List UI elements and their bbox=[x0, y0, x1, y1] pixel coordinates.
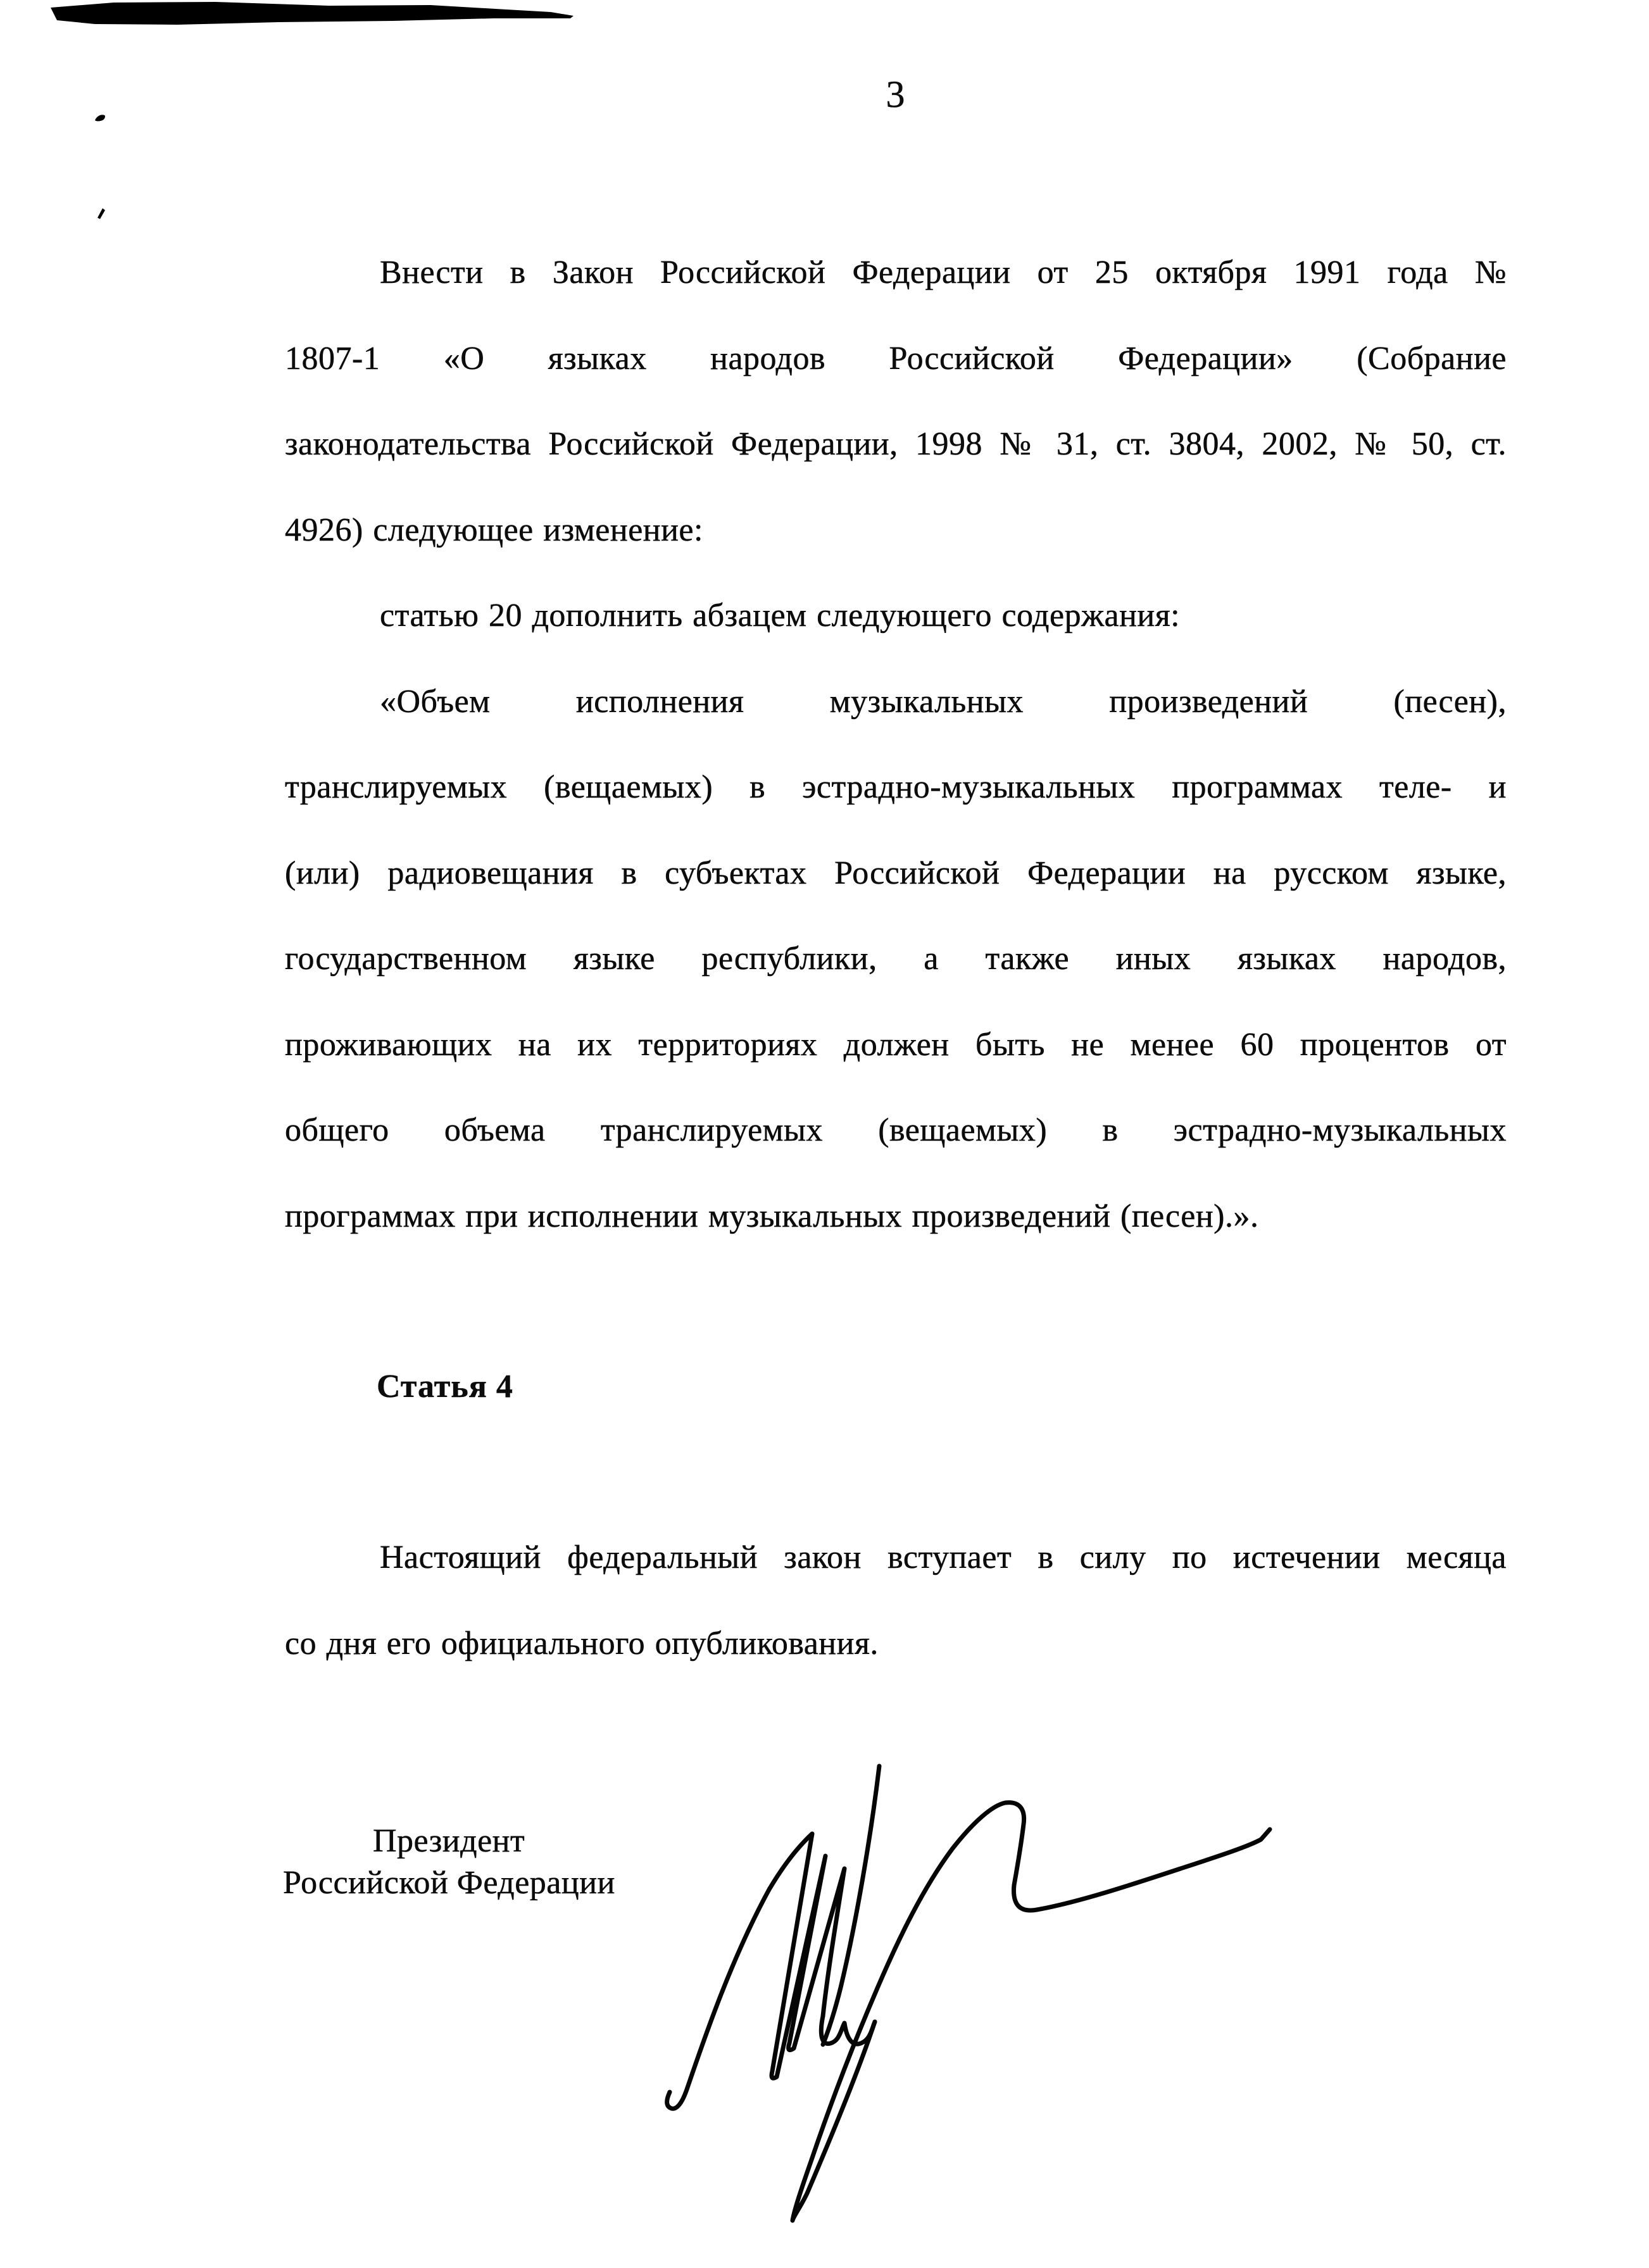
text-line: Настоящий федеральный закон вступает в силу по истечении месяца bbox=[380, 1539, 1507, 1576]
text-line: законодательства Российской Федерации, 1998 № 31, ст. 3804, 2002, № 50, ст. bbox=[285, 426, 1507, 462]
signer-block bbox=[283, 1820, 853, 1904]
text-line: государственном языке республики, а также иных языках народов, bbox=[285, 941, 1507, 977]
article-heading: Статья 4 bbox=[377, 1369, 513, 1405]
text-line: Внести в Закон Российской Федерации от 25 октября 1991 года № bbox=[380, 254, 1507, 291]
text-line: «Объем исполнения музыкальных произведений (песен), bbox=[380, 683, 1507, 720]
text-line: 1807-1 «О языках народов Российской Федерации» (Собрание bbox=[285, 340, 1507, 377]
text-line: 4926) следующее изменение: bbox=[285, 511, 703, 548]
signer-title-line: Президент bbox=[373, 1823, 525, 1859]
signer-title-line: Российской Федерации bbox=[283, 1865, 615, 1901]
margin-ink-mark bbox=[95, 115, 105, 121]
page-number: 3 bbox=[886, 73, 906, 115]
signature-stroke bbox=[821, 2016, 875, 2044]
closing-paragraph bbox=[285, 1515, 1507, 1686]
margin-ink-mark bbox=[97, 208, 105, 219]
signature-stroke bbox=[823, 1766, 879, 2045]
text-line: проживающих на их территориях должен быть не менее 60 процентов от bbox=[285, 1026, 1507, 1063]
text-line: программах при исполнении музыкальных произведений (песен).». bbox=[285, 1198, 1259, 1234]
scan-edge-bar bbox=[51, 2, 574, 25]
signature-stroke bbox=[793, 1803, 1270, 2221]
text-line: (или) радиовещания в субъектах Российской Федерации на русском языке, bbox=[285, 855, 1507, 891]
text-line: статью 20 дополнить абзацем следующего содержания: bbox=[380, 598, 1181, 634]
text-line: общего объема транслируемых (вещаемых) в эстрадно-музыкальных bbox=[285, 1112, 1507, 1148]
body-text bbox=[285, 230, 1507, 1259]
text-line: транслируемых (вещаемых) в эстрадно-музыкальных программах теле- и bbox=[285, 769, 1507, 805]
text-line: со дня его официального опубликования. bbox=[285, 1625, 879, 1662]
